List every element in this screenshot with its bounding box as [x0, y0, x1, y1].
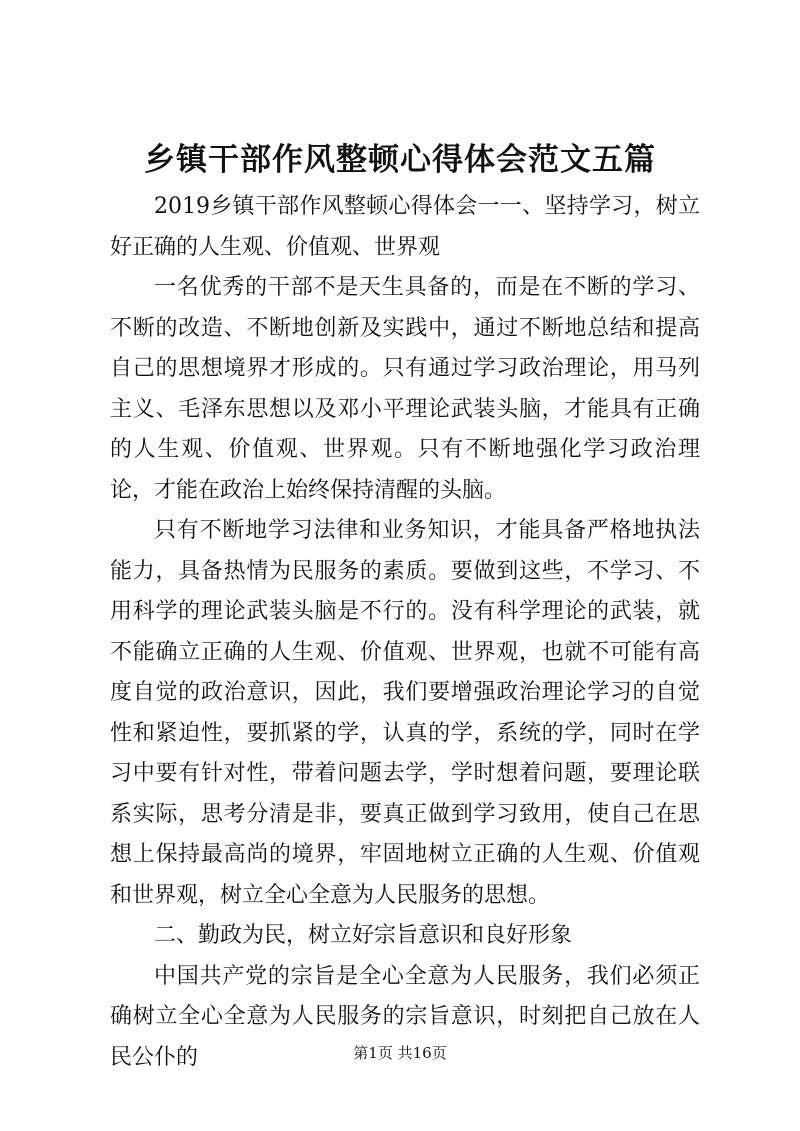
paragraph-5: 中国共产党的宗旨是全心全意为人民服务，我们必须正确树立全心全意为人民服务的宗旨意识，时刻把自己放在人民公仆的	[110, 963, 700, 1070]
paragraph-4-heading: 二、勤政为民，树立好宗旨意识和良好形象	[154, 923, 573, 948]
document-body	[110, 187, 700, 1078]
paragraph-3: 只有不断地学习法律和业务知识，才能具备严格地执法能力，具备热情为民服务的素质。要做到这些，不学习、不用科学的理论武装头脑是不行的。没有科学理论的武装，就不能确立正确的人生观、价值观、世界观，也就不可能有高度自觉的政治意识，因此，我们要增强政治理论学习的自觉性和紧迫性，要抓紧的学，认真的学，系统的学，同时在学习中要有针对性，带着问题去学，学时想着问题，要理论联系实际，思考分清是非，要真正做到学习致用，使自己在思想上保持最高尚的境界，牢固地树立正确的人生观、价值观和世界观，树立全心全意为人民服务的思想。	[110, 518, 700, 908]
page-number-footer: 第1页 共16页	[353, 1044, 447, 1062]
document-title: 乡镇干部作风整顿心得体会范文五篇	[144, 142, 656, 178]
paragraph-1: 2019乡镇干部作风整顿心得体会一一、坚持学习，树立好正确的人生观、价值观、世界观	[110, 194, 700, 260]
paragraph-2: 一名优秀的干部不是天生具备的，而是在不断的学习、不断的改造、不断地创新及实践中，通过不断地总结和提高自己的思想境界才形成的。只有通过学习政治理论，用马列主义、毛泽东思想以及邓小平理论武装头脑，才能具有正确的人生观、价值观、世界观。只有不断地强化学习政治理论，才能在政治上始终保持清醒的头脑。	[110, 275, 700, 503]
